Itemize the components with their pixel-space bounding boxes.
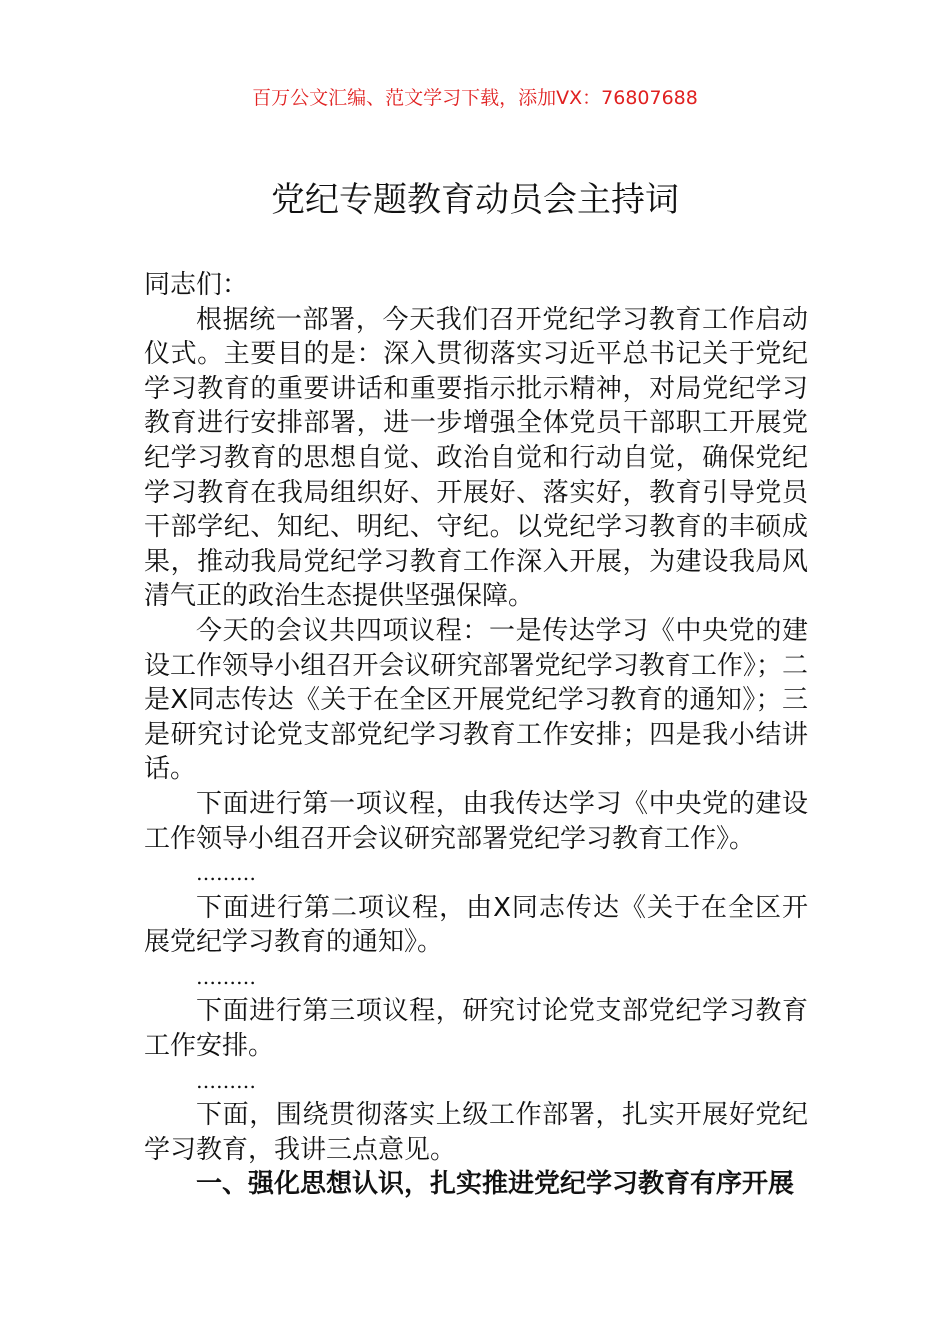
ellipsis-1: ……… xyxy=(196,861,256,886)
paragraph-agenda: 今天的会议共四项议程：一是传达学习《中央党的建设工作领导小组召开会议研究部署党纪学习教育工作》；二是X同志传达《关于在全区开展党纪学习教育的通知》；三是研究讨论党支部党纪学习教育工作安排；四是我小结讲话。 xyxy=(144,615,808,785)
ellipsis-2: ……… xyxy=(196,964,256,989)
paragraph-agenda-item-2: 下面进行第二项议程，由X同志传达《关于在全区开展党纪学习教育的通知》。 xyxy=(144,892,808,958)
paragraph-agenda-item-1: 下面进行第一项议程，由我传达学习《中央党的建设工作领导小组召开会议研究部署党纪学习教育工作》。 xyxy=(144,788,808,854)
section-heading-1: 一、强化思想认识，扎实推进党纪学习教育有序开展 xyxy=(196,1169,795,1200)
header-promo-note: 百万公文汇编、范文学习下载，添加VX：76807688 xyxy=(252,87,698,109)
salutation: 同志们： xyxy=(144,270,249,300)
paragraph-purpose: 根据统一部署，今天我们召开党纪学习教育工作启动仪式。主要目的是：深入贯彻落实习近平总书记关于党纪学习教育的重要讲话和重要指示批示精神，对局党纪学习教育进行安排部署，进一步增强全体党员干部职工开展党纪学习教育的思想自觉、政治自觉和行动自觉，确保党纪学习教育在我局组织好、开展好、落实好，教育引导党员干部学纪、知纪、明纪、守纪。以党纪学习教育的丰硕成果，推动我局党纪学习教育工作深入开展，为建设我局风清气正的政治生态提供坚强保障。 xyxy=(144,304,808,612)
paragraph-remarks-intro: 下面，围绕贯彻落实上级工作部署，扎实开展好党纪学习教育，我讲三点意见。 xyxy=(144,1100,808,1165)
paragraph-agenda-item-3: 下面进行第三项议程，研究讨论党支部党纪学习教育工作安排。 xyxy=(144,996,808,1062)
ellipsis-3: ……… xyxy=(196,1068,256,1093)
document-title: 党纪专题教育动员会主持词 xyxy=(271,180,679,220)
document-body xyxy=(144,268,808,1202)
